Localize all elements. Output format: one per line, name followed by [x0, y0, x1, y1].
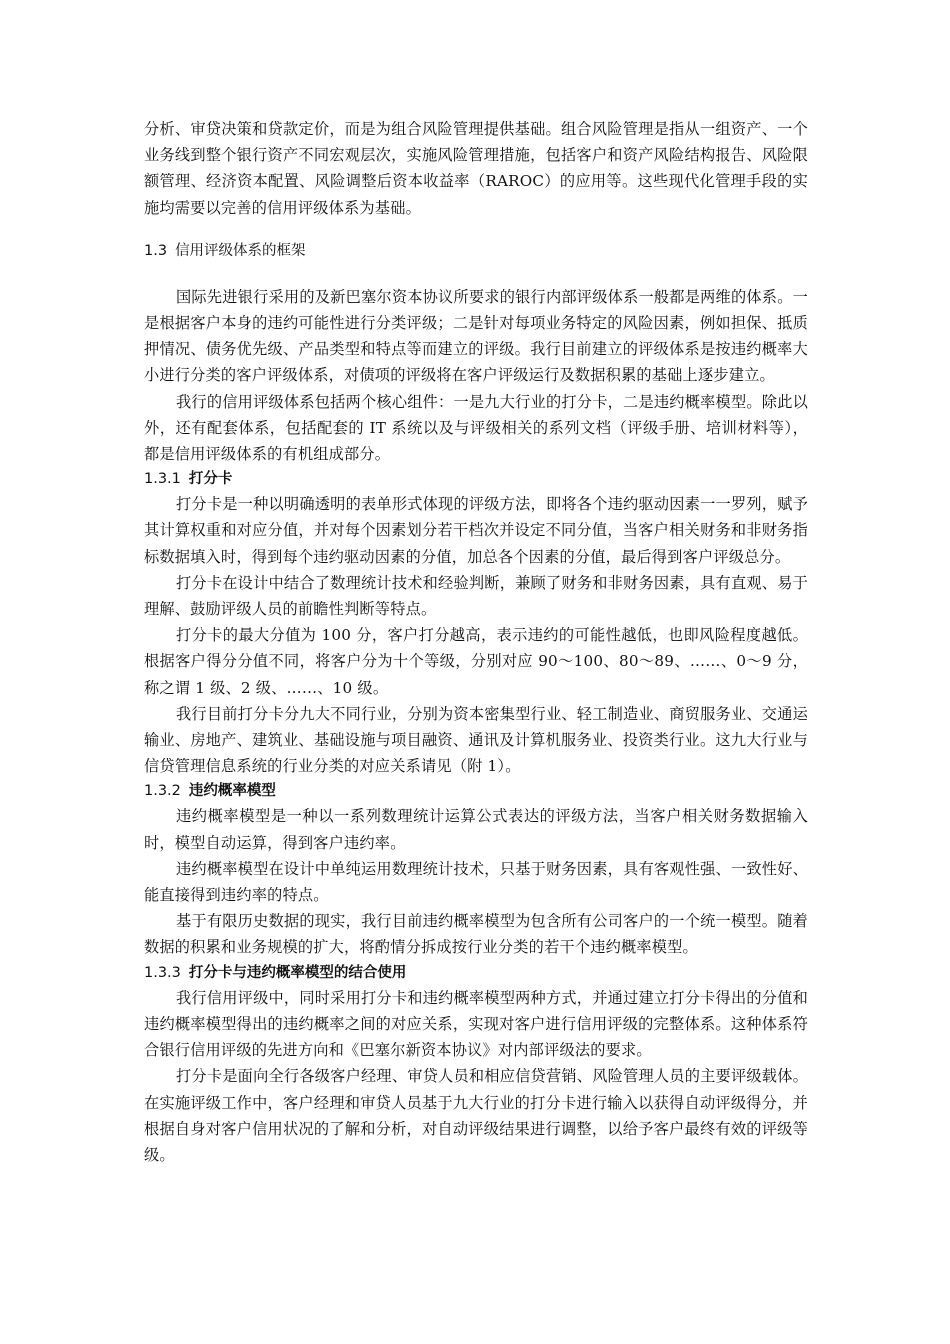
document-body [144, 116, 808, 1168]
section-title: 信用评级体系的框架 [175, 242, 306, 259]
section-number: 1.3.2 [144, 783, 181, 800]
paragraph: 国际先进银行采用的及新巴塞尔资本协议所要求的银行内部评级体系一般都是两维的体系。一是根据客户本身的违约可能性进行分类评级；二是针对每项业务特定的风险因素，例如担保、抵质押情况、债务优先级、产品类型和特点等而建立的评级。我行目前建立的评级体系是按违约概率大小进行分类的客户评级体系，对债项的评级将在客户评级运行及数据积累的基础上逐步建立。 [144, 287, 808, 385]
section-title: 违约概率模型 [188, 783, 276, 800]
paragraph: 我行目前打分卡分九大不同行业，分别为资本密集型行业、轻工制造业、商贸服务业、交通运输业、房地产、建筑业、基础设施与项目融资、通讯及计算机服务业、投资类行业。这九大行业与信贷管理信息系统的行业分类的对应关系请见（附 1）。 [144, 704, 808, 776]
paragraph: 打分卡的最大分值为 100 分，客户打分越高，表示违约的可能性越低，也即风险程度越低。根据客户得分分值不同，将客户分为十个等级，分别对应 90～100、80～89、……、0～9 分，称之谓 1 级、2 级、……、10 级。 [144, 626, 808, 697]
section-number: 1.3 [144, 242, 168, 259]
paragraph: 打分卡在设计中结合了数理统计技术和经验判断，兼顾了财务和非财务因素，具有直观、易于理解、鼓励评级人员的前瞻性判断等特点。 [144, 573, 808, 619]
section-heading-1-3-2 [144, 779, 808, 803]
paragraph: 基于有限历史数据的现实，我行目前违约概率模型为包含所有公司客户的一个统一模型。随着数据的积累和业务规模的扩大，将酌情分拆成按行业分类的若干个违约概率模型。 [144, 912, 808, 957]
paragraph: 我行的信用评级体系包括两个核心组件：一是九大行业的打分卡，二是违约概率模型。除此以外，还有配套体系，包括配套的 IT 系统以及与评级相关的系列文档（评级手册、培训材料等），都是信用评级体系的有机组成部分。 [144, 392, 808, 464]
spacer [144, 264, 808, 284]
paragraph: 违约概率模型是一种以一系列数理统计运算公式表达的评级方法，当客户相关财务数据输入时，模型自动运算，得到客户违约率。 [144, 807, 808, 852]
section-title: 打分卡 [188, 471, 233, 488]
paragraph: 打分卡是面向全行各级客户经理、审贷人员和相应信贷营销、风险管理人员的主要评级载体。在实施评级工作中，客户经理和审贷人员基于九大行业的打分卡进行输入以获得自动评级得分，并根据自身对客户信用状况的了解和分析，对自动评级结果进行调整，以给予客户最终有效的评级等级。 [144, 1067, 808, 1164]
paragraph: 违约概率模型在设计中单纯运用数理统计技术，只基于财务因素，具有客观性强、一致性好、能直接得到违约率的特点。 [144, 859, 808, 905]
paragraph: 打分卡是一种以明确透明的表单形式体现的评级方法，即将各个违约驱动因素一一罗列，赋予其计算权重和对应分值，并对每个因素划分若干档次并设定不同分值，当客户相关财务和非财务指标数据填入时，得到每个违约驱动因素的分值，加总各个因素的分值，最后得到客户评级总分。 [144, 495, 808, 566]
intro-paragraph: 分析、审贷决策和贷款定价，而是为组合风险管理提供基础。组合风险管理是指从一组资产、一个业务线到整个银行资产不同宏观层次，实施风险管理措施，包括客户和资产风险结构报告、风险限额管理、经济资本配置、风险调整后资本收益率（RAROC）的应用等。这些现代化管理手段的实施均需要以完善的信用评级体系为基础。 [144, 120, 808, 217]
spacer [144, 221, 808, 238]
section-number: 1.3.3 [144, 964, 181, 981]
section-heading-1-3 [144, 238, 808, 264]
paragraph: 我行信用评级中，同时采用打分卡和违约概率模型两种方式，并通过建立打分卡得出的分值和违约概率模型得出的违约概率之间的对应关系，实现对客户进行信用评级的完整体系。这种体系符合银行信用评级的先进方向和《巴塞尔新资本协议》对内部评级法的要求。 [144, 988, 808, 1060]
section-title: 打分卡与违约概率模型的结合使用 [188, 964, 407, 981]
section-heading-1-3-1 [144, 467, 808, 491]
section-number: 1.3.1 [144, 471, 181, 488]
section-heading-1-3-3 [144, 961, 808, 985]
